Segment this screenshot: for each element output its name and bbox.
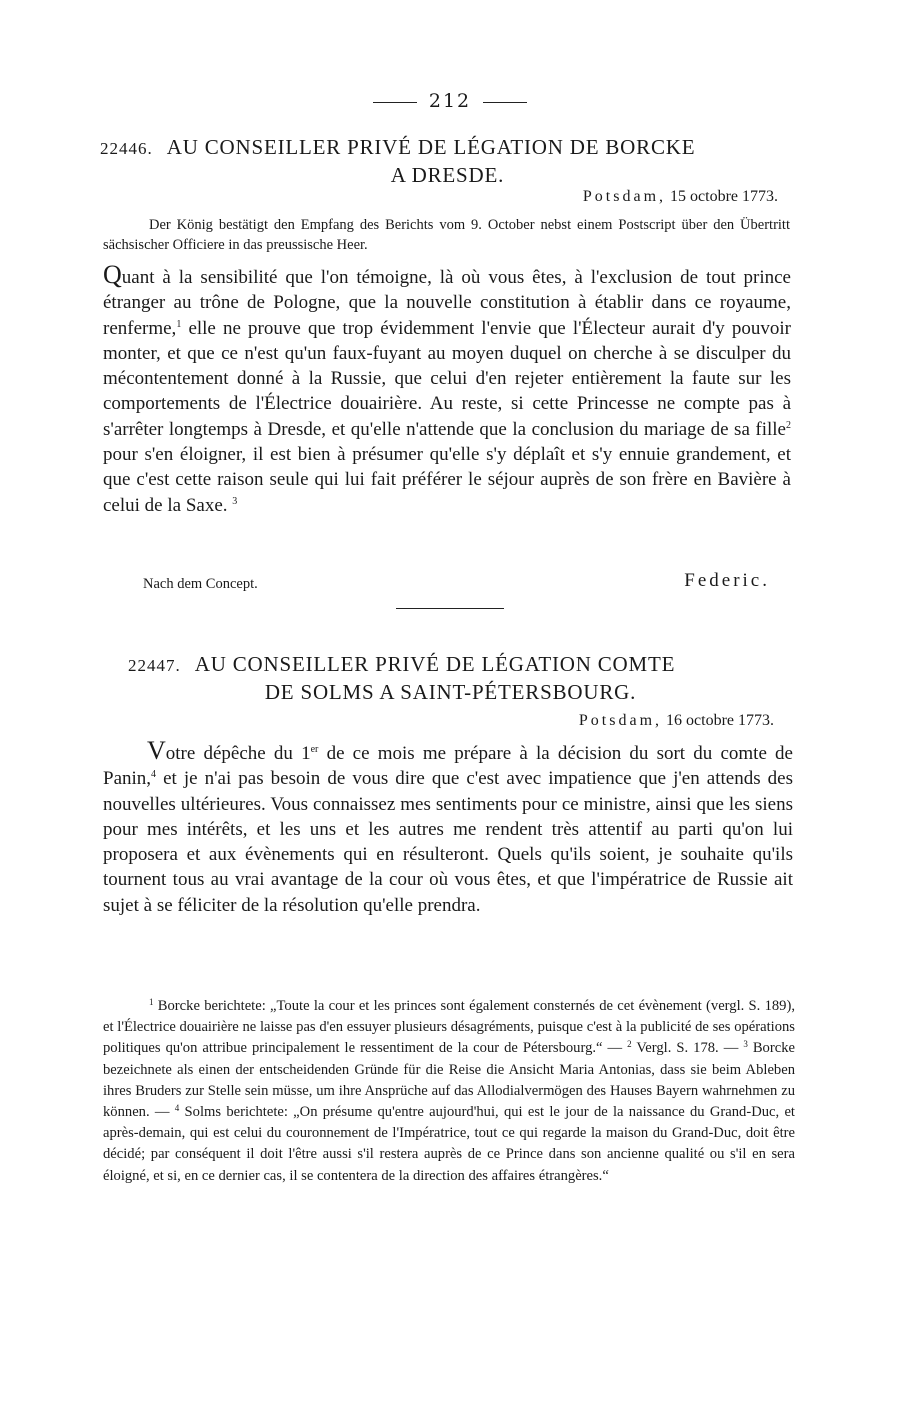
footnote-ref: 3 bbox=[232, 495, 238, 507]
footnote-text: Vergl. S. 178. — bbox=[631, 1040, 739, 1057]
footnote-block bbox=[103, 996, 795, 1187]
footnote-marker: 1 bbox=[149, 997, 154, 1007]
letter-title-line2: A DRESDE. bbox=[390, 163, 505, 187]
letter-heading-22447 bbox=[128, 651, 773, 705]
dateline-date: 15 octobre 1773. bbox=[670, 188, 778, 205]
letter-heading-22446 bbox=[100, 134, 795, 188]
body-text: elle ne prouve que trop évidemment l'envie que l'Électeur aurait d'y pouvoir monter, et que ce n'est qu'un faux-fuyant au moyen duquel on cherche à se disculper du mécontentement donné à la Russie, que celui d'en rejeter entièrement la faute sur les comportements de l'Électrice douairière. Au reste, si cette Princesse ne compte pas à s'arrêter longtemps à Dresde, et qu'elle n'attende que la conclusion du mariage de sa fille bbox=[103, 317, 791, 440]
footnote-ref: 4 bbox=[151, 769, 157, 781]
drop-capital: V bbox=[147, 736, 166, 765]
footnote-ref: 2 bbox=[786, 419, 791, 431]
ordinal-suffix: er bbox=[310, 744, 319, 755]
footnote-marker: 2 bbox=[627, 1039, 632, 1050]
page-number-line bbox=[0, 90, 900, 112]
dateline-place: Potsdam, bbox=[578, 712, 663, 729]
section-separator bbox=[396, 608, 504, 609]
body-text: de ce mois me prépare à la décision du sort du comte de Panin, bbox=[103, 743, 793, 790]
source-note: Nach dem Concept. bbox=[143, 576, 258, 592]
summary-text: Der König bestätigt den Empfang des Berichts vom 9. October nebst einem Postscript über den Übertritt sächsischer Officiere in das preussische Heer. bbox=[103, 217, 790, 253]
footnote-ref: 1 bbox=[176, 318, 182, 330]
footnote-text: Borcke bezeichnete als einen der entscheidenden Gründe für die Reise die Ansicht Maria Antonias, dass sie beim Ableben ihres Bruders zur Stelle sein müsse, um ihre Ansprüche auf das Allodialvermögen des Hauses Bayern wahrnehmen zu können. — bbox=[103, 1040, 795, 1121]
dateline-date: 16 octobre 1773. bbox=[666, 712, 774, 729]
page-number-rule-left bbox=[373, 102, 417, 103]
body-text: pour s'en éloigner, il est bien à présumer qu'elle s'y déplaît et s'y ennuie grandement, et que c'est cette raison seule qui lui fait préférer le séjour auprès de son frère en Bavière à celui de la Saxe. bbox=[103, 444, 791, 516]
letter-title-line1: AU CONSEILLER PRIVÉ DE LÉGATION COMTE bbox=[194, 652, 676, 676]
body-text: et je n'ai pas besoin de vous dire que c'est avec impatience que j'en attends des nouvelles ultérieures. Vous connaissez mes sentiments pour ce ministre, ainsi que les siens pour mes intérêts, et les uns et les autres me rendent très attentif au parti qu'on lui proposera et aux évènements qui en résulteront. Quels qu'ils soient, je souhaite qu'ils tournent tous au vrai avantage de la cour où vous êtes, et que l'impératrice de Russie ait sujet à se féliciter de la résolution qu'elle prendra. bbox=[103, 768, 793, 916]
page-number-rule-right bbox=[483, 102, 527, 103]
footnotes bbox=[103, 996, 795, 1187]
dateline bbox=[579, 712, 774, 730]
letter-body-22446 bbox=[103, 262, 791, 518]
footnote-text: Borcke berichtete: „Toute la cour et les princes sont également consternés de cet évènement (vergl. S. 189), et l'Électrice douairière ne laisse pas d'en essuyer plusieurs désagréments, puisque c'est à la publicité de ses opérations politiques qu'on attribue principalement le ressentiment de la cour de Pétersbourg.“ — bbox=[103, 998, 795, 1057]
dateline bbox=[583, 188, 778, 206]
letter-number: 22446. bbox=[100, 139, 153, 158]
footnote-marker: 3 bbox=[743, 1039, 748, 1050]
letter-title-line2: DE SOLMS A SAINT-PÉTERSBOURG. bbox=[264, 680, 637, 704]
body-text: uant à la sensibilité que l'on témoigne, là où vous êtes, à l'exclusion de tout prince étranger au trône de Pologne, que la nouvelle constitution à établir dans ce royaume, renferme, bbox=[103, 267, 791, 339]
letter-number: 22447. bbox=[128, 656, 181, 675]
footnote-text: Solms berichtete: „On présume qu'entre aujourd'hui, qui est le jour de la naissance du Grand-Duc, et après-demain, qui est celui du couronnement de l'Impératrice, tout ce qui regarde la maison du Grand-Duc, doit être décidé; par conséquent il doit l'être aussi s'il restera auprès de ce Prince dans son ancienne qualité ou s'il en sera éloigné, et si, en ce dernier cas, il se contentera de la direction des affaires étrangères.“ bbox=[103, 1104, 795, 1184]
body-text: otre dépêche du 1 bbox=[165, 743, 311, 764]
letter-title-line1: AU CONSEILLER PRIVÉ DE LÉGATION DE BORCKE bbox=[166, 135, 696, 159]
drop-capital: Q bbox=[103, 260, 122, 289]
page-number: 212 bbox=[428, 90, 472, 112]
footnote-marker: 4 bbox=[174, 1103, 180, 1114]
letter-body-22447 bbox=[103, 738, 793, 918]
letter-summary bbox=[103, 215, 790, 255]
signature: Federic. bbox=[684, 570, 770, 591]
dateline-place: Potsdam, bbox=[582, 188, 667, 205]
